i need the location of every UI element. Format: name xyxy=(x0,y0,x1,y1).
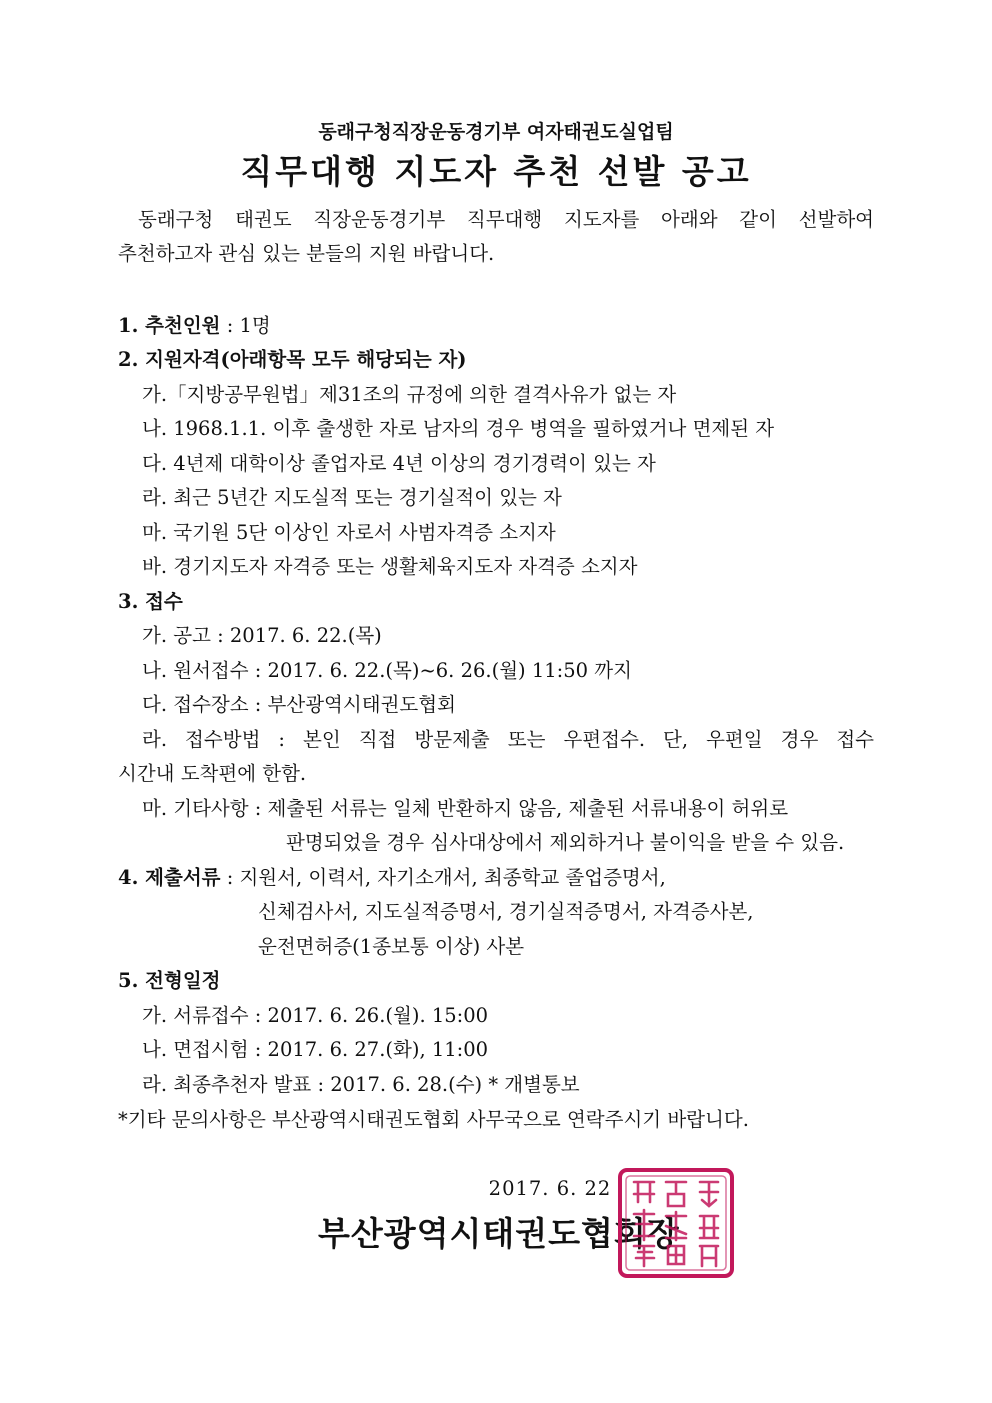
qualification-item: 바. 경기지도자 자격증 또는 생활체육지도자 자격증 소지자 xyxy=(142,555,638,578)
reception-other-cont: 판명되었을 경우 심사대상에서 제외하거나 불이익을 받을 수 있음. xyxy=(286,831,845,854)
schedule-document-review: 가. 서류접수 : 2017. 6. 26.(월). 15:00 xyxy=(142,1004,489,1027)
qualification-item: 나. 1968.1.1. 이후 출생한 자로 남자의 경우 병역을 필하였거나 면제된 자 xyxy=(142,417,775,440)
organization-name: 동래구청직장운동경기부 여자태권도실업팀 xyxy=(318,121,674,143)
contact-note: *기타 문의사항은 부산광역시태권도협회 사무국으로 연락주시기 바랍니다. xyxy=(118,1108,749,1131)
intro-line-1: 동래구청 태권도 직장운동경기부 직무대행 지도자를 아래와 같이 선발하여 xyxy=(138,208,874,231)
intro-line-2: 추천하고자 관심 있는 분들의 지원 바랍니다. xyxy=(118,242,495,265)
schedule-interview: 나. 면접시험 : 2017. 6. 27.(화), 11:00 xyxy=(142,1038,489,1061)
section-4-value: : 지원서, 이력서, 자기소개서, 최종학교 졸업증명서, xyxy=(220,866,666,889)
section-3-label: 3. 접수 xyxy=(118,590,183,613)
section-documents xyxy=(118,862,666,890)
section-5-label: 5. 전형일정 xyxy=(118,969,221,992)
section-1-value: : 1명 xyxy=(220,314,271,337)
section-4-label: 4. 제출서류 xyxy=(118,866,221,889)
official-seal-icon xyxy=(616,1166,736,1280)
reception-place: 다. 접수장소 : 부산광역시태권도협회 xyxy=(142,693,456,716)
reception-notice-date: 가. 공고 : 2017. 6. 22.(목) xyxy=(142,624,382,647)
signature: 부산광역시태권도협회장 xyxy=(318,1214,680,1253)
issue-date: 2017. 6. 22 xyxy=(488,1177,612,1200)
notice-title: 직무대행 지도자 추천 선발 공고 xyxy=(240,152,752,191)
qualification-item: 마. 국기원 5단 이상인 자로서 사범자격증 소지자 xyxy=(142,521,556,544)
section-2-label: 2. 지원자격(아래항목 모두 해당되는 자) xyxy=(118,348,467,371)
schedule-announcement: 라. 최종추천자 발표 : 2017. 6. 28.(수) * 개별통보 xyxy=(142,1073,580,1096)
reception-period: 나. 원서접수 : 2017. 6. 22.(목)~6. 26.(월) 11:50 까지 xyxy=(142,659,632,682)
qualification-item: 라. 최근 5년간 지도실적 또는 경기실적이 있는 자 xyxy=(142,486,562,509)
section-recruit-count xyxy=(118,310,271,338)
qualification-item: 다. 4년제 대학이상 졸업자로 4년 이상의 경기경력이 있는 자 xyxy=(142,452,656,475)
reception-method-cont: 시간내 도착편에 한함. xyxy=(118,762,307,785)
section-1-label: 1. 추천인원 xyxy=(118,314,221,337)
reception-method: 라. 접수방법 : 본인 직접 방문제출 또는 우편접수. 단, 우편일 경우 접수 xyxy=(142,728,874,751)
qualification-item: 가.「지방공무원법」제31조의 규정에 의한 결격사유가 없는 자 xyxy=(142,383,677,406)
documents-line-2: 신체검사서, 지도실적증명서, 경기실적증명서, 자격증사본, xyxy=(258,900,754,923)
reception-other: 마. 기타사항 : 제출된 서류는 일체 반환하지 않음, 제출된 서류내용이 허위로 xyxy=(142,797,789,820)
documents-line-3: 운전면허증(1종보통 이상) 사본 xyxy=(258,935,525,958)
